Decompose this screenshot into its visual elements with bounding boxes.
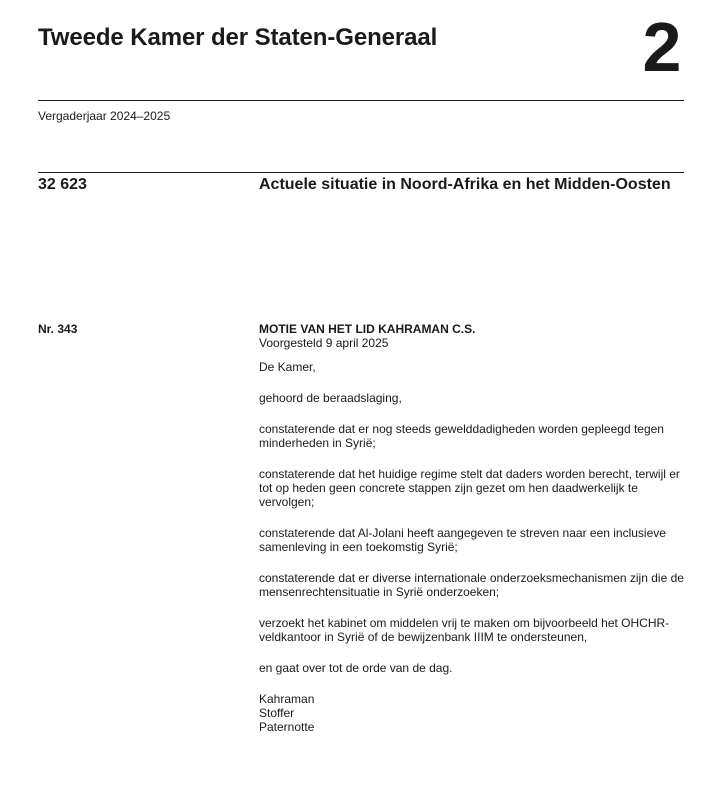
motion-body: [259, 322, 684, 734]
motion-paragraph: constaterende dat Al-Jolani heeft aangegeven te streven naar een inclusieve samenleving in een toekomstig Syrië;: [259, 526, 666, 554]
signatory-name: Kahraman: [259, 692, 315, 706]
parliament-title: Tweede Kamer der Staten-Generaal: [38, 24, 438, 51]
signatories: [259, 692, 684, 734]
header-divider: [38, 100, 684, 101]
motion-paragraph: gehoord de beraadslaging,: [259, 391, 402, 405]
motion-paragraph: en gaat over tot de orde van de dag.: [259, 661, 453, 675]
dossier-divider: [38, 172, 684, 173]
motion-paragraph: De Kamer,: [259, 360, 316, 374]
motion-paragraph: constaterende dat er diverse internationale onderzoeksmechanismen zijn die de mensenrechtensituatie in Syrië onderzoeken;: [259, 571, 684, 599]
motion-paragraph: verzoekt het kabinet om middelen vrij te maken om bijvoorbeeld het OHCHR-veldkantoor in Syrië of de bewijzenbank IIIM te ondersteunen,: [259, 616, 670, 644]
item-number: Nr. 343: [38, 322, 78, 336]
motion-paragraph: constaterende dat er nog steeds gewelddadigheden worden gepleegd tegen minderheden in Syrië;: [259, 422, 664, 450]
motion-proposed-date: Voorgesteld 9 april 2025: [259, 336, 389, 350]
dossier-number: 32 623: [38, 176, 87, 193]
signatory-name: Stoffer: [259, 706, 295, 720]
motion-paragraph: constaterende dat het huidige regime stelt dat daders worden berecht, terwijl er tot op heden geen concrete stappen zijn gezet om hen daadwerkelijk te vervolgen;: [259, 467, 680, 509]
dossier-title: Actuele situatie in Noord-Afrika en het Midden-Oosten: [259, 176, 671, 193]
session-year: Vergaderjaar 2024–2025: [38, 109, 171, 123]
signatory-name: Paternotte: [259, 720, 315, 734]
motion-heading: MOTIE VAN HET LID KAHRAMAN C.S.: [259, 322, 476, 336]
document-number: 2: [642, 8, 682, 86]
